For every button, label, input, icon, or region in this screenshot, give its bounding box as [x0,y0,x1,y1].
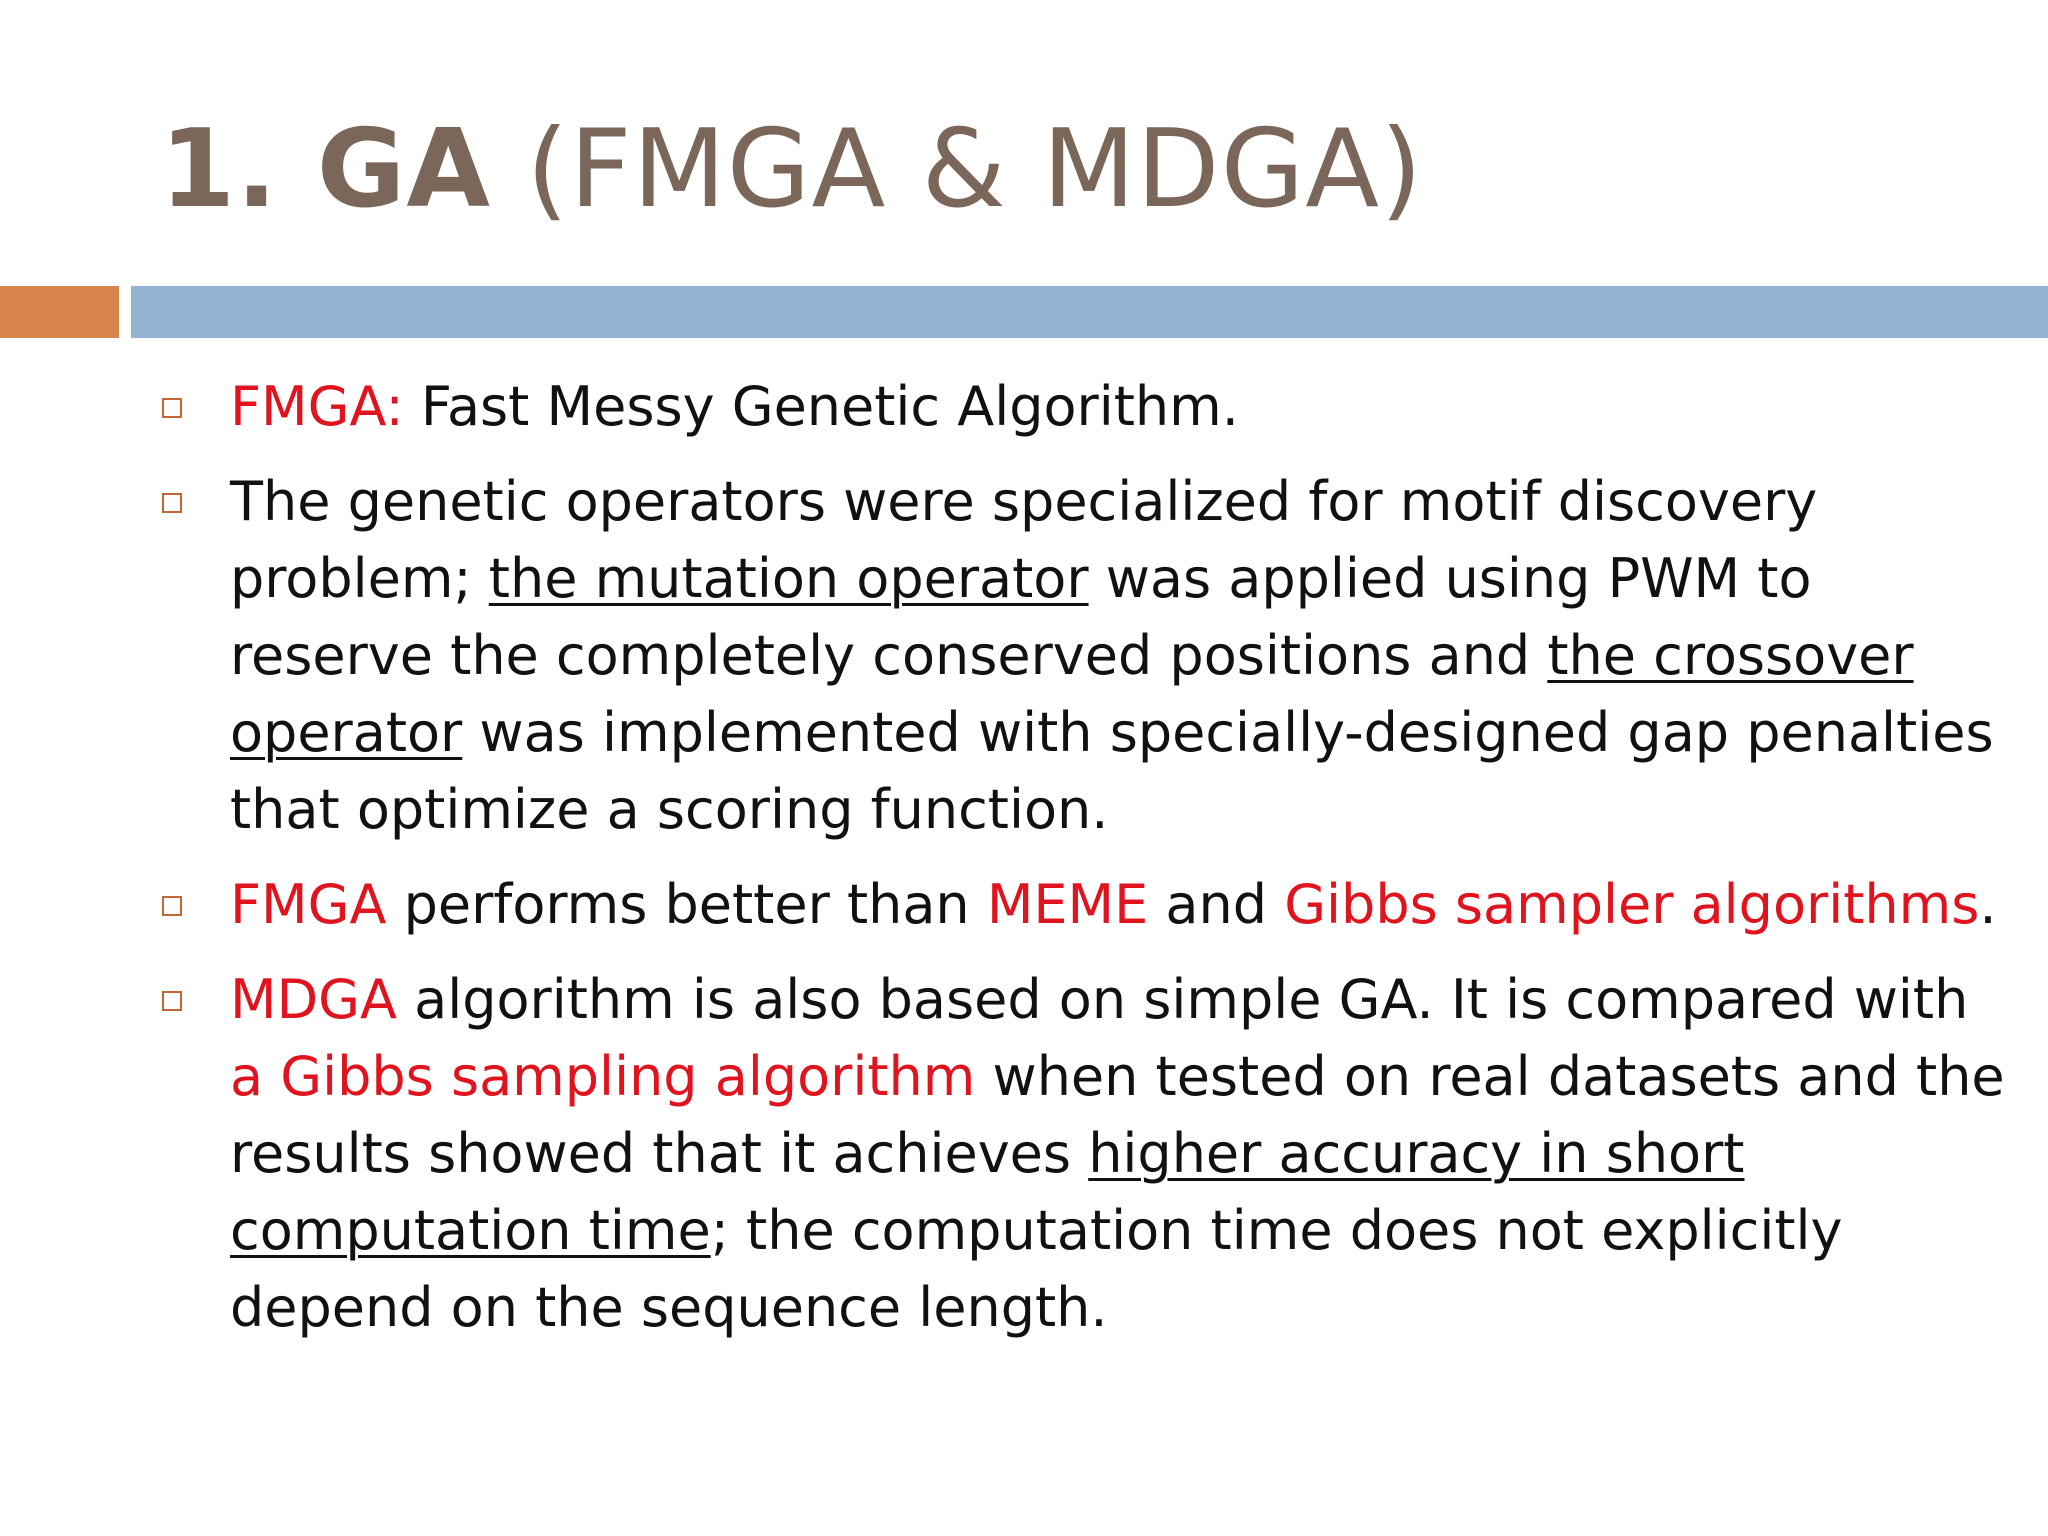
bullet-segment: was applied using PWM to reserve the completely conserved positions and [230,547,1812,687]
bullet-segment-highlight: a Gibbs sampling algorithm [230,1045,976,1108]
bullet-segment: algorithm is also based on simple GA. It is compared with [396,968,1969,1031]
accent-bar-blue [131,286,2048,338]
square-bullet-icon [162,991,182,1011]
bullet-segment-underlined: the mutation operator [488,547,1089,610]
bullet-segment: when tested on real datasets and the results showed that it achieves [230,1045,2005,1185]
square-bullet-icon [162,398,182,418]
square-bullet-icon [162,896,182,916]
bullet-item [0,368,2048,445]
bullet-segment: . [1979,873,1997,936]
accent-bar-orange [0,286,119,338]
bullet-segment-highlight: Gibbs sampler algorithms [1284,873,1980,936]
bullet-item [0,463,2048,848]
title-subtitle: (FMGA & MDGA) [491,107,1424,232]
title-number: 1. GA [160,107,492,232]
bullet-segment-highlight: MEME [986,873,1149,936]
bullet-segment: was implemented with specially-designed gap penalties that optimize a scoring function. [230,701,1994,841]
bullet-segment-highlight: FMGA [230,873,387,936]
bullet-segment-highlight: FMGA: [230,375,404,438]
bullet-segment: performs better than [386,873,987,936]
bullet-list [0,368,2048,1364]
bullet-segment: and [1148,873,1285,936]
bullet-segment-underlined: higher accuracy in short computation time [230,1122,1745,1262]
bullet-segment: Fast Messy Genetic Algorithm. [403,375,1239,438]
bullet-item [0,961,2048,1346]
bullet-segment-highlight: MDGA [230,968,397,1031]
bullet-segment-underlined: the crossover operator [230,624,1914,764]
slide-title [160,100,1423,240]
bullet-segment: The genetic operators were specialized for motif discovery problem; [230,470,1818,610]
bullet-item [0,866,2048,943]
square-bullet-icon [162,493,182,513]
bullet-segment: ; the computation time does not explicitly depend on the sequence length. [230,1199,1843,1339]
